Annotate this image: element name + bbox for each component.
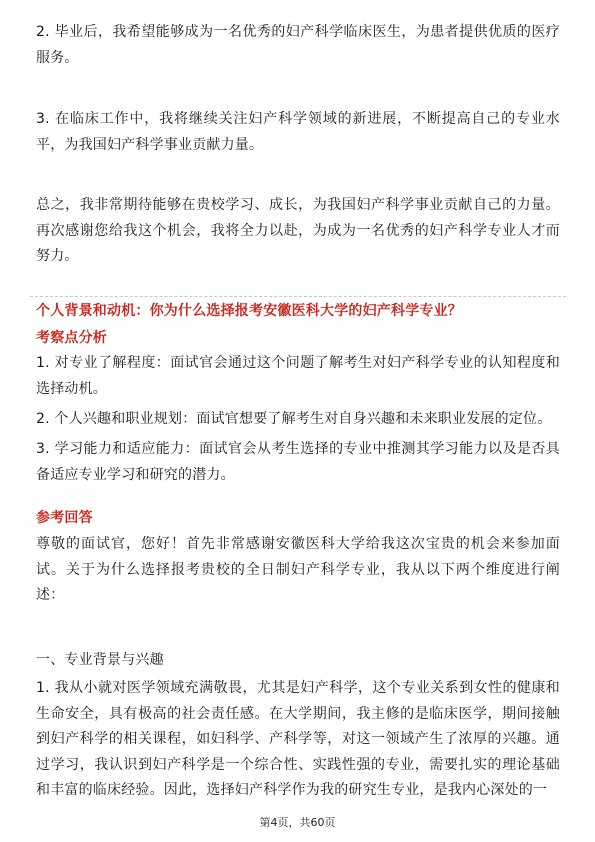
- answer-heading: 参考回答: [36, 510, 93, 526]
- section-divider: [30, 296, 566, 297]
- answer-opening: 尊敬的面试官，您好！首先非常感谢安徽医科大学给我这次宝贵的机会来参加面试。关于为什么选择报考贵校的全日制妇产科学专业，我从以下两个维度进行阐述：: [36, 536, 560, 603]
- question-title: 个人背景和动机：你为什么选择报考安徽医科大学的妇产科学专业？: [36, 303, 462, 319]
- analysis-heading: 考察点分析: [36, 330, 107, 346]
- answer-section-title: 一、专业背景与兴趣: [36, 652, 164, 668]
- page-number: 第4页，共60页: [259, 816, 336, 829]
- analysis-item-2: 2. 个人兴趣和职业规划：面试官想要了解考生对自身兴趣和未来职业发展的定位。: [36, 411, 552, 427]
- intro-paragraph-2: 3. 在临床工作中，我将继续关注妇产科学领域的新进展，不断提高自己的专业水平，为我国妇产科学事业贡献力量。: [36, 111, 560, 153]
- closing-paragraph: 总之，我非常期待能够在贵校学习、成长，为我国妇产科学事业贡献自己的力量。再次感谢您给我这个机会，我将全力以赴，为成为一名优秀的妇产科学专业人才而努力。: [36, 197, 560, 264]
- intro-paragraph-1: 2. 毕业后，我希望能够成为一名优秀的妇产科学临床医生，为患者提供优质的医疗服务。: [36, 24, 560, 66]
- analysis-item-1: 1. 对专业了解程度：面试官会通过这个问题了解考生对妇产科学专业的认知程度和选择动机。: [36, 355, 560, 397]
- analysis-item-3: 3. 学习能力和适应能力：面试官会从考生选择的专业中推测其学习能力以及是否具备适应专业学习和研究的潜力。: [36, 441, 560, 483]
- answer-section-text: 1. 我从小就对医学领域充满敬畏，尤其是妇产科学，这个专业关系到女性的健康和生命安全，具有极高的社会责任感。在大学期间，我主修的是临床医学，期间接触到妇产科学的相关课程，如妇科学、产科学等，对这一领域产生了浓厚的兴趣。通过学习，我认识到妇产科学是一个综合性、实践性强的专业，需要扎实的理论基础和丰富的临床经验。因此，选择妇产科学作为我的研究生专业，是我内心深处的一: [36, 680, 560, 798]
